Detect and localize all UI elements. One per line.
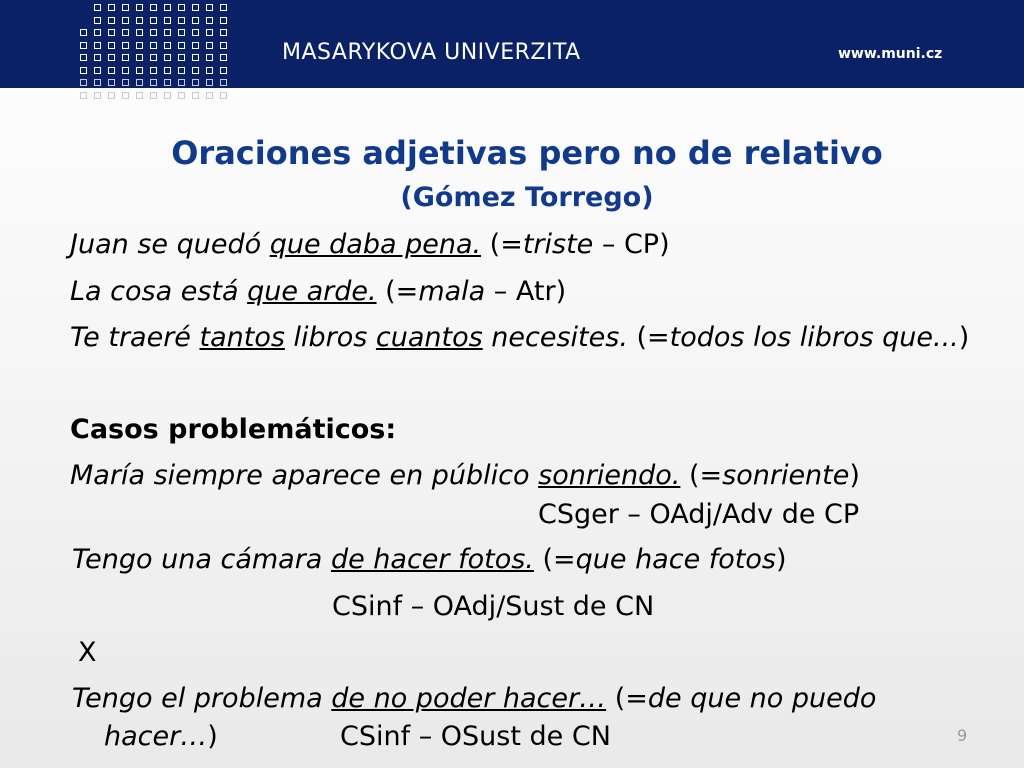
case-1-gloss: sonriente (722, 460, 850, 491)
contrast-marker: X (78, 637, 97, 668)
example-2-gloss: mala (418, 276, 486, 307)
example-3-tantos: tantos (199, 322, 285, 353)
case-3-gloss: de que no puedo (647, 683, 877, 714)
example-2-eq: (= (376, 276, 419, 307)
case-2-close: ) (775, 544, 787, 575)
example-3 (70, 321, 969, 355)
university-name: MASARYKOVA UNIVERZITA (282, 40, 581, 65)
case-1-eq: (= (680, 460, 723, 491)
case-2-gloss: que hace fotos (575, 544, 776, 575)
case-1-label: CSger – OAdj/Adv de CP (538, 499, 860, 530)
example-1-eq: (= (481, 229, 523, 260)
example-3-cuantos: cuantos (375, 322, 483, 353)
case-2-eq: (= (533, 544, 576, 575)
case-1-clause: sonriendo. (538, 460, 681, 491)
example-2 (70, 275, 566, 309)
example-1 (70, 228, 670, 262)
case-2-clause: de hacer fotos. (330, 544, 534, 575)
example-3-eq: (= (627, 322, 670, 353)
example-2-function: – Atr) (485, 276, 567, 307)
case-2-label: CSinf – OAdj/Sust de CN (332, 591, 655, 622)
case-3-label: CSinf – OSust de CN (340, 721, 611, 752)
case-1 (70, 459, 860, 493)
example-3-gloss: todos los libros que... (669, 322, 959, 353)
example-3-text-b: libros (284, 322, 376, 353)
page-number: 9 (957, 726, 968, 745)
example-3-text-c: necesites. (482, 322, 628, 353)
example-1-clause: que daba pena. (269, 229, 482, 260)
case-1-close: ) (849, 460, 860, 491)
example-2-clause: que arde. (247, 276, 377, 307)
case-1-text: María siempre aparece en público (70, 460, 539, 491)
case-3-gloss-end: hacer… (104, 721, 208, 752)
example-3-text-a: Te traeré (70, 322, 200, 353)
example-1-text: Juan se quedó (70, 229, 270, 260)
case-3-text: Tengo el problema (72, 683, 332, 714)
case-2 (72, 543, 787, 577)
case-3-clause: de no poder hacer… (331, 683, 607, 714)
example-1-function: – CP) (593, 229, 670, 260)
case-3-continuation (104, 720, 218, 754)
example-2-text: La cosa está (70, 276, 248, 307)
problem-cases-heading: Casos problemáticos: (70, 414, 397, 445)
case-3 (72, 682, 876, 716)
case-3-eq: (= (606, 683, 648, 714)
university-url[interactable]: www.muni.cz (838, 46, 943, 62)
slide-title: Oraciones adjetivas pero no de relativo (171, 134, 883, 172)
case-2-text: Tengo una cámara (72, 544, 331, 575)
slide-subtitle: (Gómez Torrego) (400, 182, 654, 213)
example-1-gloss: triste (522, 229, 594, 260)
example-3-close: ) (958, 322, 970, 353)
case-3-close: ) (207, 721, 218, 752)
